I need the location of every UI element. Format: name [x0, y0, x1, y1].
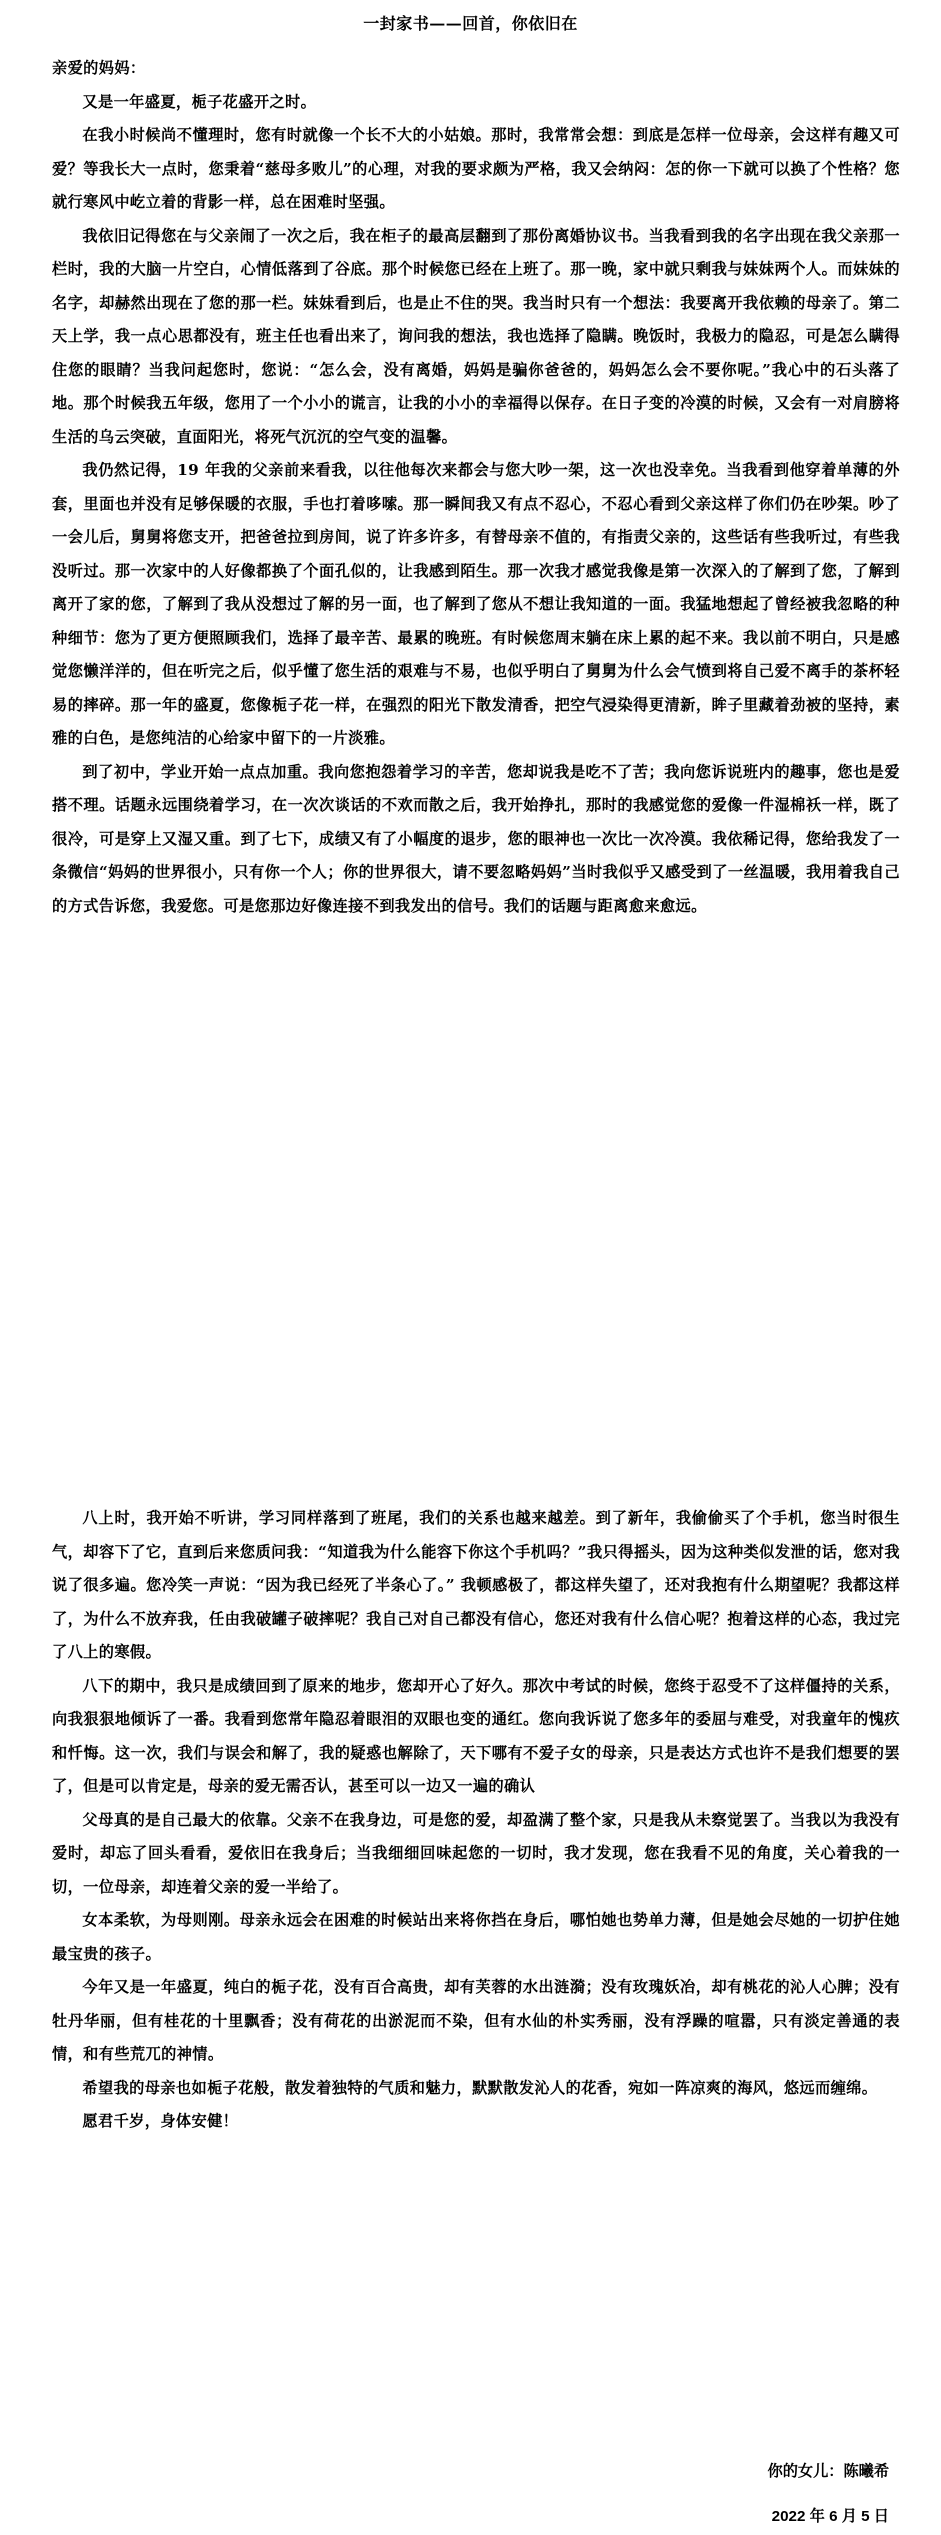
- letter-body-part2: [52, 1502, 900, 2139]
- paragraph: 女本柔软，为母则刚。母亲永远会在困难的时候站出来将你挡在身后，哪怕她也势单力薄，但是她会尽她的一切护住她最宝贵的孩子。: [52, 1911, 900, 1963]
- paragraph: 父母真的是自己最大的依靠。父亲不在我身边，可是您的爱，却盈满了整个家，只是我从未察觉罢了。当我以为我没有爱时，却忘了回头看看，爱依旧在我身后；当我细细回味起您的一切时，我才发现，您在我看不见的角度，关心着我的一切，一位母亲，却连着父亲的爱一半给了。: [52, 1810, 900, 1896]
- paragraph: 到了初中，学业开始一点点加重。我向您抱怨着学习的辛苦，您却说我是吃不了苦；我向您诉说班内的趣事，您也是爱搭不理。话题永远围绕着学习，在一次次谈话的不欢而散之后，我开始挣扎，那时的我感觉您的爱像一件湿棉袄一样，既了很冷，可是穿上又湿又重。到了七下，成绩又有了小幅度的退步，您的眼神也一次比一次冷漠。我依稀记得，您给我发了一条微信“妈妈的世界很小，只有你一个人；你的世界很大，请不要忽略妈妈”当时我似乎又感受到了一丝温暖，我用着我自己的方式告诉您，我爱您。可是您那边好像连接不到我发出的信号。我们的话题与距离愈来愈远。: [52, 762, 900, 915]
- closing-wish: 愿君千岁，身体安健！: [82, 2112, 239, 2130]
- paragraph: 今年又是一年盛夏，纯白的栀子花，没有百合高贵，却有芙蓉的水出涟漪；没有玫瑰妖冶，却有桃花的沁人心脾；没有牡丹华丽，但有桂花的十里飘香；没有荷花的出淤泥而不染，但有水仙的朴实秀丽，没有浮躁的喧嚣，只有淡定善通的表情，和有些荒兀的神情。: [52, 1978, 900, 2063]
- paragraph: 我仍然记得，19 年我的父亲前来看我，以往他每次来都会与您大吵一架，这一次也没幸免。当我看到他穿着单薄的外套，里面也并没有足够保暖的衣服，手也打着哆嗦。那一瞬间我又有点不忍心，不忍心看到父亲这样了你们仍在吵架。吵了一会儿后，舅舅将您支开，把爸爸拉到房间，说了许多许多，有替母亲不值的，有指责父亲的，这些话有些我听过，有些我没听过。那一次家中的人好像都换了个面孔似的，让我感到陌生。那一次我才感觉我像是第一次深入的了解到了您，了解到离开了家的您，了解到了我从没想过了解的另一面，也了解到了您从不想让我知道的一面。我猛地想起了曾经被我忽略的种种细节：您为了更方便照顾我们，选择了最辛苦、最累的晚班。有时候您周末躺在床上累的起不来。我以前不明白，只是感觉您懒洋洋的，但在听完之后，似乎懂了您生活的艰难与不易，也似乎明白了舅舅为什么会气愤到将自己爱不离手的茶杯轻易的摔碎。那一年的盛夏，您像栀子花一样，在强烈的阳光下散发清香，把空气浸染得更清新，眸子里藏着劲被的坚持，素雅的白色，是您纯洁的心给家中留下的一片淡雅。: [52, 461, 900, 747]
- paragraph: 在我小时候尚不懂理时，您有时就像一个长不大的小姑娘。那时，我常常会想：到底是怎样一位母亲，会这样有趣又可爱？等我长大一点时，您秉着“慈母多败儿”的心理，对我的要求颇为严格，我又会纳闷：怎的你一下就可以换了个性格？您就行寒风中屹立着的背影一样，总在困难时坚强。: [52, 126, 900, 211]
- letter-greeting: 亲爱的妈妈：: [52, 59, 146, 77]
- letter-signature: 你的女儿：陈曦希: [767, 2462, 889, 2480]
- paragraph: 八下的期中，我只是成绩回到了原来的地步，您却开心了好久。那次中考试的时候，您终于忍受不了这样僵持的关系，向我狠狠地倾诉了一番。我看到您常年隐忍着眼泪的双眼也变的通红。您向我诉说了您多年的委屈与难受，对我童年的愧疚和忏悔。这一次，我们与误会和解了，我的疑惑也解除了，天下哪有不爱子女的母亲，只是表达方式也许不是我们想要的罢了，但是可以肯定是，母亲的爱无需否认，甚至可以一边又一遍的确认: [52, 1676, 900, 1795]
- letter-body-part1: [52, 52, 900, 923]
- paragraph: 又是一年盛夏，栀子花盛开之时。: [82, 92, 317, 111]
- paragraph: 八上时，我开始不听讲，学习同样落到了班尾，我们的关系也越来越差。到了新年，我偷偷买了个手机，您当时很生气，却容下了它，直到后来您质问我：“知道我为什么能容下你这个手机吗？”我只得摇头，因为这种类似发泄的话，您对我说了很多遍。您冷笑一声说：“因为我已经死了半条心了。” 我顿感极了，都这样失望了，还对我抱有什么期望呢？我都这样了，为什么不放弃我，任由我破罐子破摔呢？我自己对自己都没有信心，您还对我有什么信心呢？抱着这样的心态，我过完了八上的寒假。: [52, 1509, 900, 1661]
- paragraph: 我依旧记得您在与父亲闹了一次之后，我在柜子的最高层翻到了那份离婚协议书。当我看到我的名字出现在我父亲那一栏时，我的大脑一片空白，心情低落到了谷底。那个时候您已经在上班了。那一晚，家中就只剩我与妹妹两个人。而妹妹的名字，却赫然出现在了您的那一栏。妹妹看到后，也是止不住的哭。我当时只有一个想法：我要离开我依赖的母亲了。第二天上学，我一点心思都没有，班主任也看出来了，询问我的想法，我也选择了隐瞒。晚饭时，我极力的隐忍，可是怎么瞒得住您的眼睛？当我问起您时，您说：“怎么会，没有离婚，妈妈是骗你爸爸的，妈妈怎么会不要你呢。”我心中的石头落了地。那个时候我五年级，您用了一个小小的谎言，让我的小小的幸福得以保存。在日子变的冷漠的时候，又会有一对肩膀将生活的乌云突破，直面阳光，将死气沉沉的空气变的温馨。: [52, 226, 900, 446]
- letter-date: 2022 年 6 月 5 日: [771, 2508, 889, 2525]
- letter-title: 一封家书——回首，你依旧在: [363, 14, 578, 33]
- paragraph: 希望我的母亲也如栀子花般，散发着独特的气质和魅力，默默散发沁人的花香，宛如一阵凉爽的海风，悠远而缠绵。: [82, 2078, 878, 2097]
